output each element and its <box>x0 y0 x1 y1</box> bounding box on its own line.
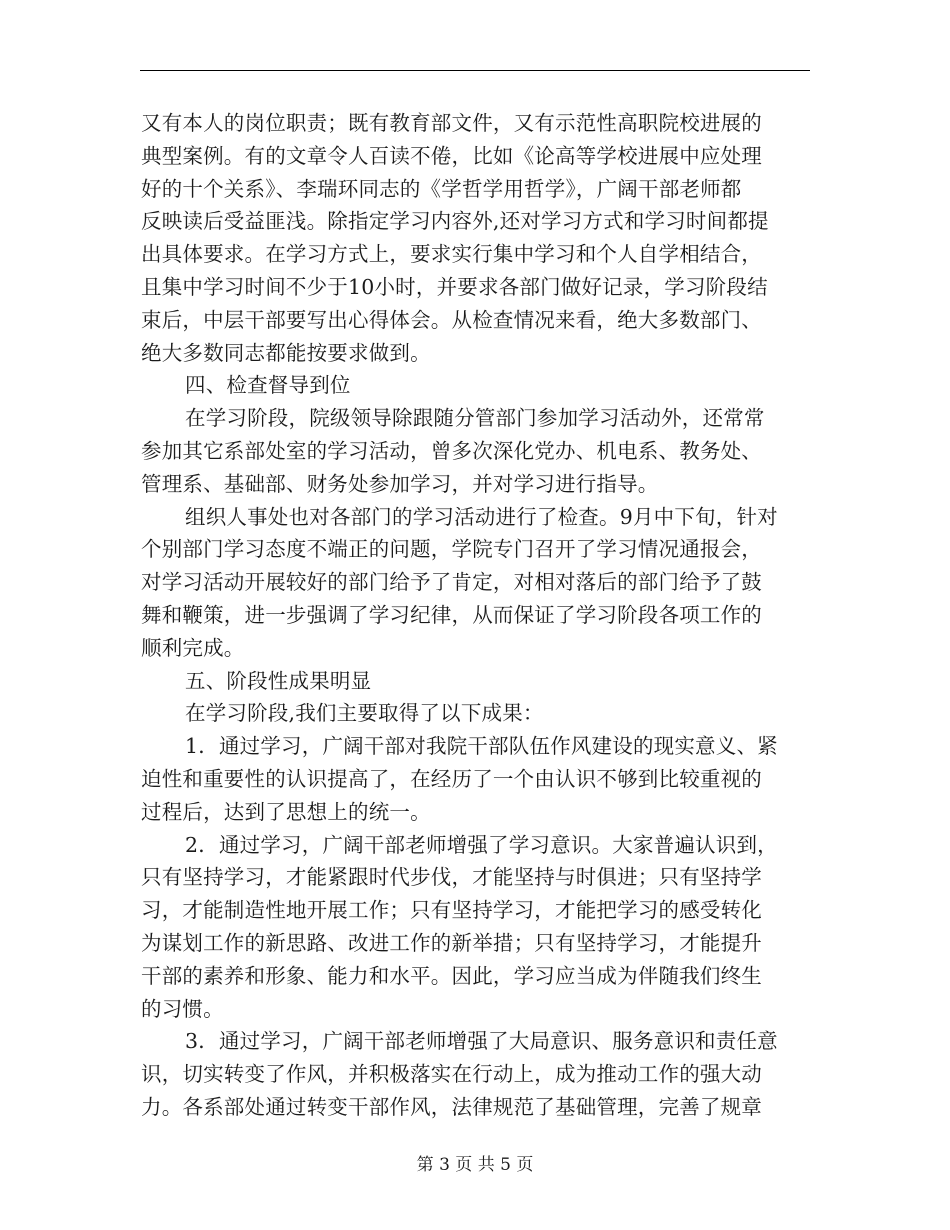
text-line: 力。各系部处通过转变干部作风，法律规范了基础管理，完善了规章 <box>141 1094 762 1119</box>
text-line: 舞和鞭策，进一步强调了学习纪律，从而保证了学习阶段各项工作的 <box>141 602 762 627</box>
text-line: 干部的素养和形象、能力和水平。因此，学习应当成为伴随我们终生 <box>141 963 762 988</box>
text-line: 四、检查督导到位 <box>185 373 351 398</box>
text-line: 五、阶段性成果明显 <box>185 668 372 693</box>
text-line: 绝大多数同志都能按要求做到。 <box>141 340 431 365</box>
text-line: 3．通过学习，广阔干部老师增强了大局意识、服务意识和责任意 <box>185 1029 778 1054</box>
text-line: 为谋划工作的新思路、改进工作的新举措；只有坚持学习，才能提升 <box>141 930 762 955</box>
text-line: 识，切实转变了作风，并积极落实在行动上，成为推动工作的强大动 <box>141 1062 762 1087</box>
page-footer: 第 3 页 共 5 页 <box>416 1155 534 1175</box>
text-line: 在学习阶段，院级领导除跟随分管部门参加学习活动外，还常常 <box>185 406 765 431</box>
text-line: 对学习活动开展较好的部门给予了肯定，对相对落后的部门给予了鼓 <box>141 570 762 595</box>
text-line: 顺利完成。 <box>141 635 245 660</box>
text-line: 束后，中层干部要写出心得体会。从检查情况来看，绝大多数部门、 <box>141 307 762 332</box>
text-line: 典型案例。有的文章令人百读不倦，比如《论高等学校进展中应处理 <box>141 143 762 168</box>
document-body <box>141 107 813 1124</box>
text-line: 反映读后受益匪浅。除指定学习内容外,还对学习方式和学习时间都提 <box>141 209 769 234</box>
text-line: 参加其它系部处室的学习活动，曾多次深化党办、机电系、教务处、 <box>141 438 762 463</box>
text-line: 过程后，达到了思想上的统一。 <box>141 799 431 824</box>
text-line: 个别部门学习态度不端正的问题，学院专门召开了学习情况通报会， <box>141 537 762 562</box>
text-line: 2．通过学习，广阔干部老师增强了学习意识。大家普遍认识到， <box>185 832 778 857</box>
text-line: 只有坚持学习，才能紧跟时代步伐，才能坚持与时俱进；只有坚持学 <box>141 865 762 890</box>
text-line: 习，才能制造性地开展工作；只有坚持学习，才能把学习的感受转化 <box>141 898 762 923</box>
text-line: 又有本人的岗位职责；既有教育部文件，又有示范性高职院校进展的 <box>141 111 762 135</box>
text-line: 在学习阶段,我们主要取得了以下成果： <box>185 701 544 726</box>
text-line: 1．通过学习，广阔干部对我院干部队伍作风建设的现实意义、紧 <box>185 734 778 759</box>
text-line: 组织人事处也对各部门的学习活动进行了检查。9月中下旬，针对 <box>185 504 778 529</box>
text-line: 管理系、基础部、财务处参加学习，并对学习进行指导。 <box>141 471 659 496</box>
text-line: 且集中学习时间不少于10小时，并要求各部门做好记录，学习阶段结 <box>141 274 768 299</box>
text-line: 的习惯。 <box>141 996 224 1021</box>
text-line: 出具体要求。在学习方式上，要求实行集中学习和个人自学相结合， <box>141 242 762 267</box>
header-rule <box>140 70 810 71</box>
text-line: 好的十个关系》、李瑞环同志的《学哲学用哲学》，广阔干部老师都 <box>141 176 742 201</box>
text-line: 迫性和重要性的认识提高了，在经历了一个由认识不够到比较重视的 <box>141 766 762 791</box>
